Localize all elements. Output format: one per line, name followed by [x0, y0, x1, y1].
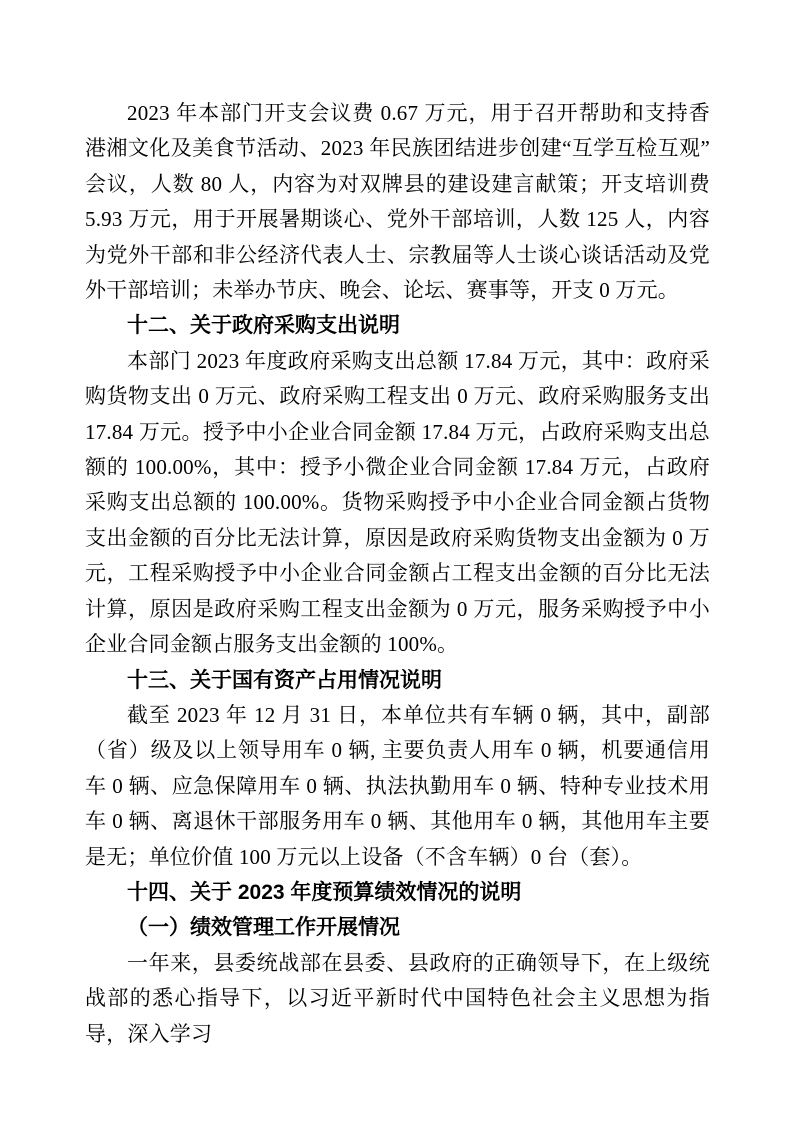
paragraph-conference-and-training-expense: 2023 年本部门开支会议费 0.67 万元，用于召开帮助和支持香港湘文化及美食节活动、2023 年民族团结进步创建“互学互检互观”会议，人数 80 人，内容为对双牌县的建设建言献策；开支培训费 5.93 万元，用于开展暑期谈心、党外干部培训，人数 125 人，内容为党外干部和非公经济代表人士、宗教届等人士谈心谈话活动及党外干部培训；未举办节庆、晚会、论坛、赛事等，开支 0 万元。: [85, 101, 710, 303]
heading-section-12-government-procurement: 十二、关于政府采购支出说明: [127, 314, 400, 338]
paragraph-state-owned-assets-details: 截至 2023 年 12 月 31 日，本单位共有车辆 0 辆，其中，副部（省）级及以上领导用车 0 辆, 主要负责人用车 0 辆，机要通信用车 0 辆、应急保障用车 0 辆、执法执勤用车 0 辆、特种专业技术用车 0 辆、离退休干部服务用车 0 辆、其他用车 0 辆，其他用车主要是无；单位价值 100 万元以上设备（不含车辆）0 台（套）。: [85, 702, 710, 869]
document-text-body: [85, 96, 710, 1052]
paragraph-government-procurement-details: 本部门 2023 年度政府采购支出总额 17.84 万元，其中：政府采购货物支出 0 万元、政府采购工程支出 0 万元、政府采购服务支出 17.84 万元。授予中小企业合同金额 17.84 万元，占政府采购支出总额的 100.00%，其中：授予小微企业合同金额 17.84 万元，占政府采购支出总额的 100.00%。货物采购授予中小企业合同金额占货物支出金额的百分比无法计算，原因是政府采购货物支出金额为 0 万元，工程采购授予中小企业合同金额占工程支出金额的百分比无法计算，原因是政府采购工程支出金额为 0 万元，服务采购授予中小企业合同金额占服务支出金额的 100%。: [85, 348, 710, 657]
heading-section-13-state-owned-assets: 十三、关于国有资产占用情况说明: [127, 668, 442, 692]
heading-section-14-budget-performance: 十四、关于 2023 年度预算绩效情况的说明: [127, 880, 522, 904]
subheading-14-1-performance-management: （一）绩效管理工作开展情况: [127, 916, 400, 940]
paragraph-performance-management-intro: 一年来，县委统战部在县委、县政府的正确领导下，在上级统战部的悉心指导下，以习近平新时代中国特色社会主义思想为指导，深入学习: [85, 950, 710, 1046]
